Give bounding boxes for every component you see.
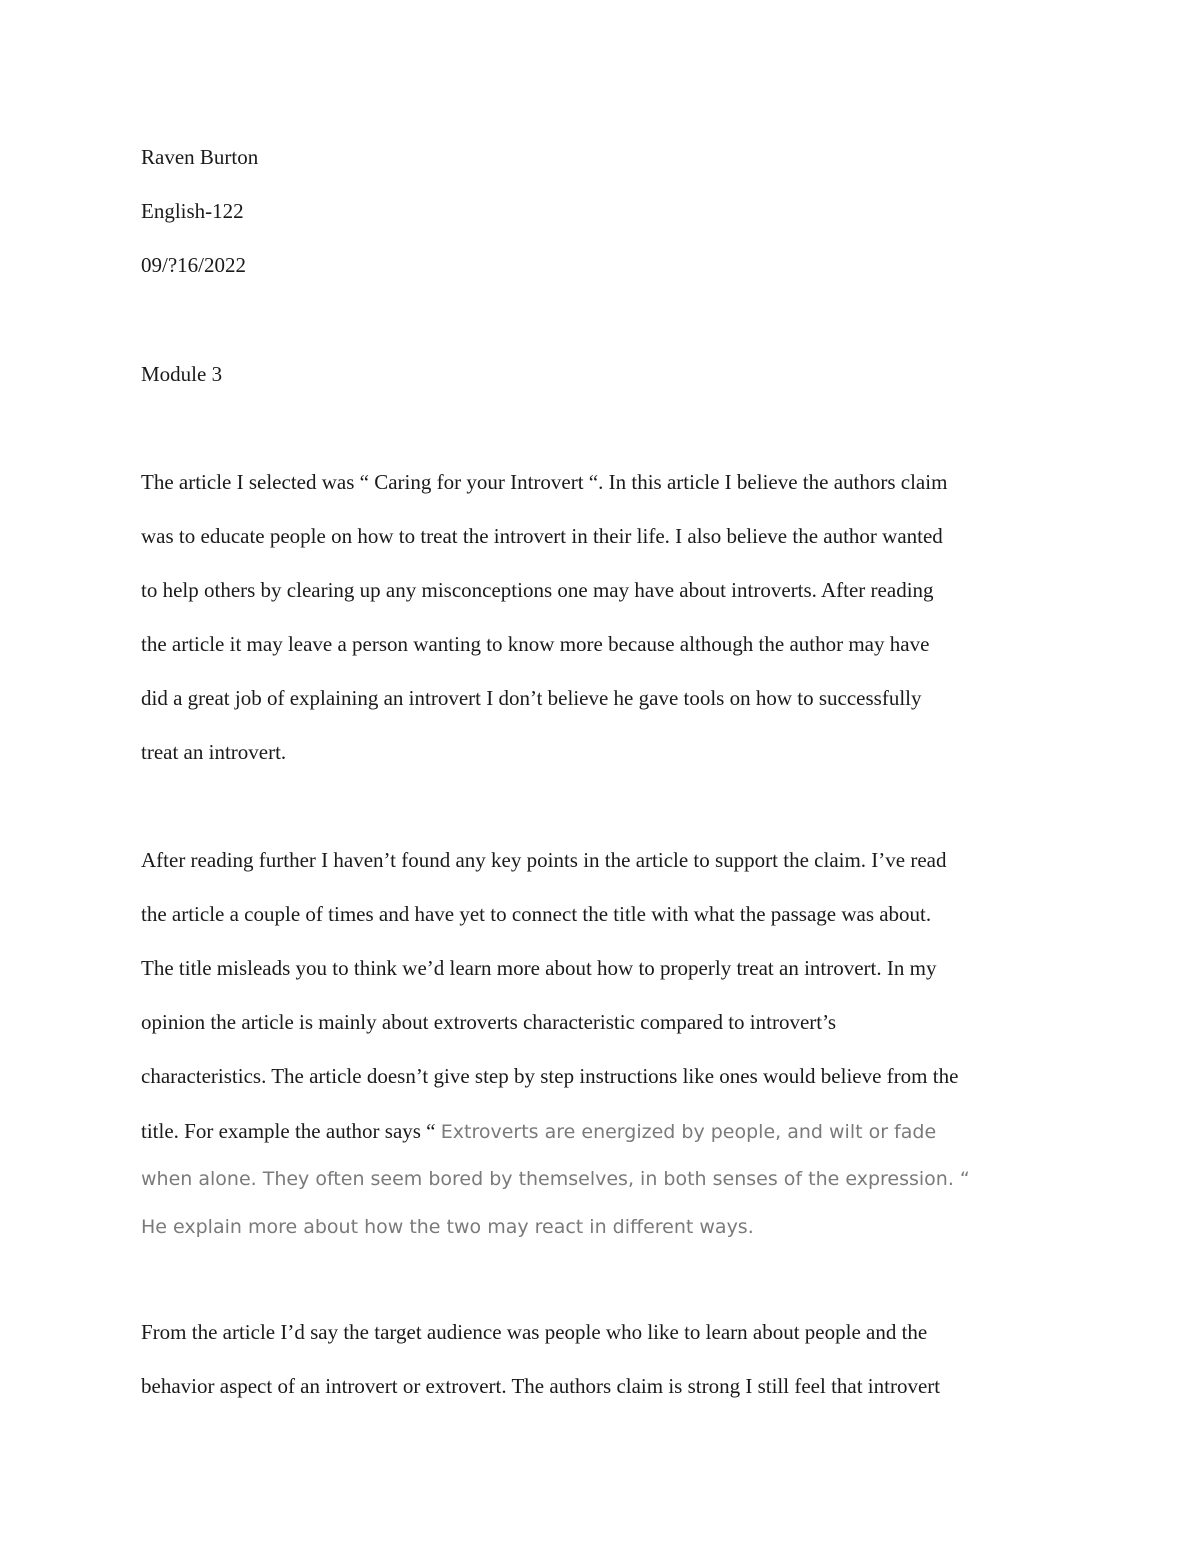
author-name: Raven Burton	[141, 145, 259, 169]
paragraph-3-line: From the article I’d say the target audience was people who like to learn about people and the	[141, 1320, 928, 1344]
paragraph-2-line: opinion the article is mainly about extroverts characteristic compared to introvert’s	[141, 1010, 837, 1034]
quoted-text: Extroverts are energized by people, and wilt or fade	[440, 1121, 937, 1143]
paragraph-1-line: The article I selected was “ Caring for your Introvert “. In this article I believe the authors claim	[141, 470, 948, 494]
paragraph-2-line: the article a couple of times and have yet to connect the title with what the passage was about.	[141, 902, 932, 926]
quoted-text-line: He explain more about how the two may react in different ways.	[141, 1216, 754, 1238]
document-date: 09/?16/2022	[141, 253, 246, 277]
paragraph-1-line: to help others by clearing up any misconceptions one may have about introverts. After reading	[141, 578, 934, 602]
paragraph-2-line: characteristics. The article doesn’t give step by step instructions like ones would believe from the	[141, 1064, 959, 1088]
document-title: Module 3	[141, 362, 223, 386]
quoted-text-line: when alone. They often seem bored by themselves, in both senses of the expression. “	[141, 1168, 970, 1190]
paragraph-2-line: The title misleads you to think we’d learn more about how to properly treat an introvert. In my	[141, 956, 937, 980]
paragraph-3-line: behavior aspect of an introvert or extrovert. The authors claim is strong I still feel that introvert	[141, 1374, 941, 1398]
quote-lead-text: title. For example the author says “	[141, 1119, 441, 1143]
paragraph-1-line: treat an introvert.	[141, 740, 287, 764]
paragraph-2-quote-line	[141, 1121, 936, 1142]
paragraph-1-line: did a great job of explaining an introvert I don’t believe he gave tools on how to successfully	[141, 686, 922, 710]
paragraph-1-line: was to educate people on how to treat the introvert in their life. I also believe the author wanted	[141, 524, 943, 548]
course-name: English-122	[141, 199, 244, 223]
paragraph-2-line: After reading further I haven’t found any key points in the article to support the claim. I’ve read	[141, 848, 947, 872]
paragraph-1-line: the article it may leave a person wanting to know more because although the author may have	[141, 632, 930, 656]
